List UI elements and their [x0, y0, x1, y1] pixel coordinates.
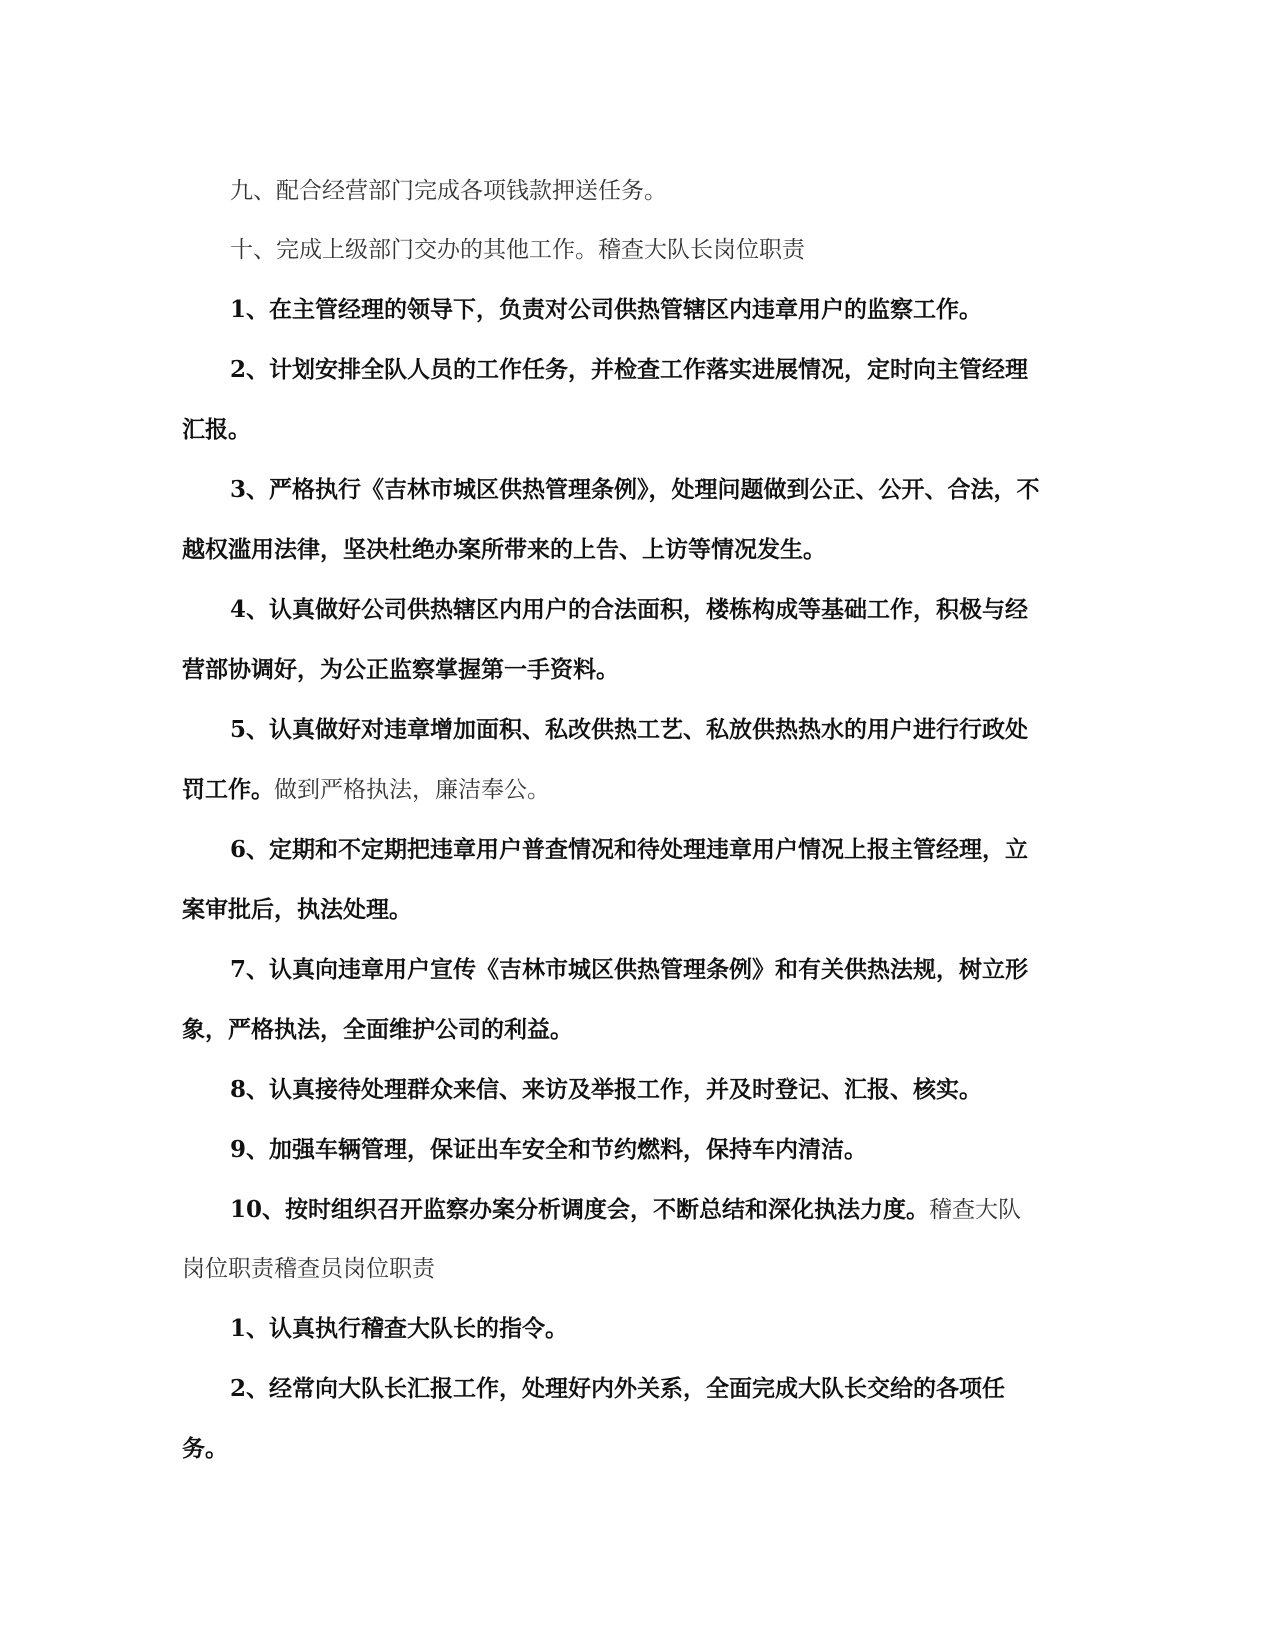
duty-text: 1、在主管经理的领导下，负责对公司供热管辖区内违章用户的监察工作。 — [230, 296, 983, 323]
duty-text: 1、认真执行稽查大队长的指令。 — [230, 1315, 569, 1342]
inspector-duty-item-1 — [182, 1299, 1042, 1359]
duty-item-6 — [182, 820, 1042, 940]
duty-text-continuation: 做到严格执法，廉洁奉公。 — [274, 777, 550, 803]
duty-item-2 — [182, 340, 1042, 460]
duty-item-1 — [182, 280, 1042, 340]
paragraph-item-10 — [182, 221, 1042, 280]
duty-text: 3、严格执行《吉林市城区供热管理条例》，处理问题做到公正、公开、合法，不越权滥用法律，坚决杜绝办案所带来的上告、上访等情况发生。 — [182, 476, 1040, 563]
duty-text: 8、认真接待处理群众来信、来访及举报工作，并及时登记、汇报、核实。 — [230, 1076, 983, 1103]
duty-item-4 — [182, 580, 1042, 700]
paragraph-text: 十、完成上级部门交办的其他工作。稽查大队长岗位职责 — [230, 237, 805, 263]
duty-text: 6、定期和不定期把违章用户普查情况和待处理违章用户情况上报主管经理，立案审批后，执法处理。 — [182, 836, 1029, 923]
paragraph-item-9 — [182, 162, 1042, 221]
paragraph-text: 九、配合经营部门完成各项钱款押送任务。 — [230, 178, 667, 204]
duty-item-3 — [182, 460, 1042, 580]
duty-item-9 — [182, 1120, 1042, 1180]
duty-text: 5、认真做好对违章增加面积、私改供热工艺、私放供热热水的用户进行行政处罚工作。 — [182, 716, 1029, 803]
duty-text: 2、经常向大队长汇报工作，处理好内外关系，全面完成大队长交给的各项任务。 — [182, 1375, 1006, 1462]
duty-text: 4、认真做好公司供热辖区内用户的合法面积，楼栋构成等基础工作，积极与经营部协调好，为公正监察掌握第一手资料。 — [182, 596, 1029, 683]
duty-item-7 — [182, 940, 1042, 1060]
duty-item-8 — [182, 1060, 1042, 1120]
duty-text: 9、加强车辆管理，保证出车安全和节约燃料，保持车内清洁。 — [230, 1136, 868, 1163]
duty-item-10 — [182, 1180, 1042, 1299]
inspector-duty-item-2 — [182, 1359, 1042, 1479]
duty-item-5 — [182, 700, 1042, 820]
duty-text: 7、认真向违章用户宣传《吉林市城区供热管理条例》和有关供热法规，树立形象，严格执法，全面维护公司的利益。 — [182, 956, 1029, 1043]
duty-text: 10、按时组织召开监察办案分析调度会，不断总结和深化执法力度。 — [230, 1196, 930, 1223]
duty-text: 2、计划安排全队人员的工作任务，并检查工作落实进展情况，定时向主管经理汇报。 — [182, 356, 1029, 443]
document-body — [182, 162, 1042, 1479]
section-heading-inline: 稽查大队岗位职责稽查员岗位职责 — [182, 1197, 1022, 1282]
